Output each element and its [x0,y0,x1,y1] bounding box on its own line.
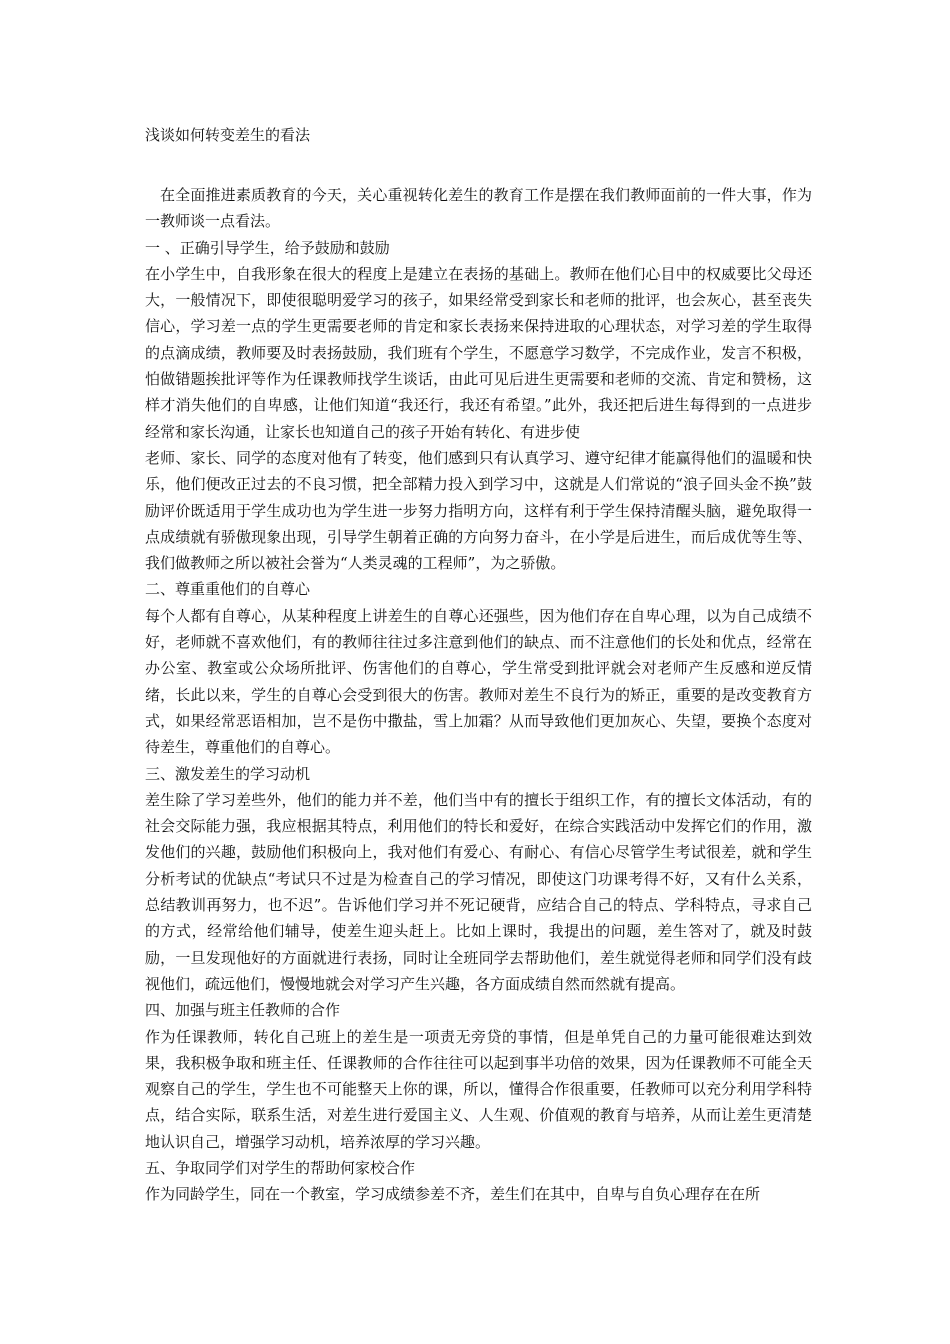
body-paragraph: 差生除了学习差些外，他们的能力并不差，他们当中有的擅长于组织工作，有的擅长文体活动，有的社会交际能力强，我应根据其特点，利用他们的特长和爱好，在综合实践活动中发挥它们的作用，激发他们的兴趣，鼓励他们积极向上，我对他们有爱心、有耐心、有信心尽管学生考试很差，就和学生分析考试的优缺点“考试只不过是为检查自己的学习情况，即使这门功课考得不好，又有什么关系，总结教训再努力，也不迟”。告诉他们学习并不死记硬背，应结合自己的特点、学科特点，寻求自己的方式，经常给他们辅导，使差生迎头赶上。比如上课时，我提出的问题，差生答对了，就及时鼓励，一旦发现他好的方面就进行表扬，同时让全班同学去帮助他们，差生就觉得老师和同学们没有歧视他们，疏远他们，慢慢地就会对学习产生兴趣，各方面成绩自然而然就有提高。 [145,790,812,993]
body-paragraph: 在小学生中，自我形象在很大的程度上是建立在表扬的基础上。教师在他们心目中的权威要比父母还大，一般情况下，即使很聪明爱学习的孩子，如果经常受到家长和老师的批评，也会灰心，甚至丧失信心，学习差一点的学生更需要老师的肯定和家长表扬来保持进取的心理状态，对学习差的学生取得的点滴成绩，教师要及时表扬鼓励，我们班有个学生，不愿意学习数学，不完成作业，发言不积极，怕做错题挨批评等作为任课教师找学生谈话，由此可见后进生更需要和老师的交流、肯定和赞杨，这样才消失他们的自卑感，让他们知道“我还行，我还有希望。”此外，我还把后进生每得到的一点进步经常和家长沟通，让家长也知道自己的孩子开始有转化、有进步使 [145,264,812,441]
section-heading-3: 三、激发差生的学习动机 [145,764,311,783]
body-paragraph: 老师、家长、同学的态度对他有了转变，他们感到只有认真学习、遵守纪律才能赢得他们的温暖和快乐，他们便改正过去的不良习惯，把全部精力投入到学习中，这就是人们常说的“浪子回头金不换”鼓励评价既适用于学生成功也为学生进一步努力指明方向，这样有利于学生保持清醒头脑，避免取得一点成绩就有骄傲现象出现，引导学生朝着正确的方向努力奋斗，在小学是后进生，而后成优等生等、我们做教师之所以被社会誉为“人类灵魂的工程师”，为之骄傲。 [145,448,812,573]
section-heading-4: 四、加强与班主任教师的合作 [145,1001,341,1020]
body-paragraph: 作为同龄学生，同在一个教室，学习成绩参差不齐，差生们在其中，自卑与自负心理存在在所 [145,1185,761,1204]
section-heading-1: 一 、正确引导学生，给予鼓励和鼓励 [145,238,390,257]
body-paragraph: 每个人都有自尊心，从某种程度上讲差生的自尊心还强些，因为他们存在自卑心理，以为自己成绩不好，老师就不喜欢他们，有的教师往往过多注意到他们的缺点、而不注意他们的长处和优点，经常在办公室、教室或公众场所批评、伤害他们的自尊心，学生常受到批评就会对老师产生反感和逆反情绪，长此以来，学生的自尊心会受到很大的伤害。教师对差生不良行为的矫正，重要的是改变教育方式，如果经常恶语相加，岂不是伤中撒盐，雪上加霜？从而导致他们更加灰心、失望，要换个态度对待差生，尊重他们的自尊心。 [145,606,812,757]
section-heading-5: 五、争取同学们对学生的帮助何家校合作 [145,1158,416,1177]
intro-paragraph: 在全面推进素质教育的今天，关心重视转化差生的教育工作是摆在我们教师面前的一件大事，作为一教师谈一点看法。 [145,186,812,231]
document-page [145,122,812,1208]
document-title: 浅谈如何转变差生的看法 [145,126,311,144]
section-heading-2: 二、尊重重他们的自尊心 [145,580,311,599]
body-paragraph: 作为任课教师，转化自己班上的差生是一项责无旁贷的事情，但是单凭自己的力量可能很难达到效果，我积极争取和班主任、任课教师的合作往往可以起到事半功倍的效果，因为任课教师不可能全天观察自己的学生，学生也不可能整天上你的课，所以，懂得合作很重要，任教师可以充分利用学科特点，结合实际，联系生活，对差生进行爱国主义、人生观、价值观的教育与培养，从而让差生更清楚地认识自己，增强学习动机，培养浓厚的学习兴趣。 [145,1027,812,1151]
document-body [145,182,812,1208]
